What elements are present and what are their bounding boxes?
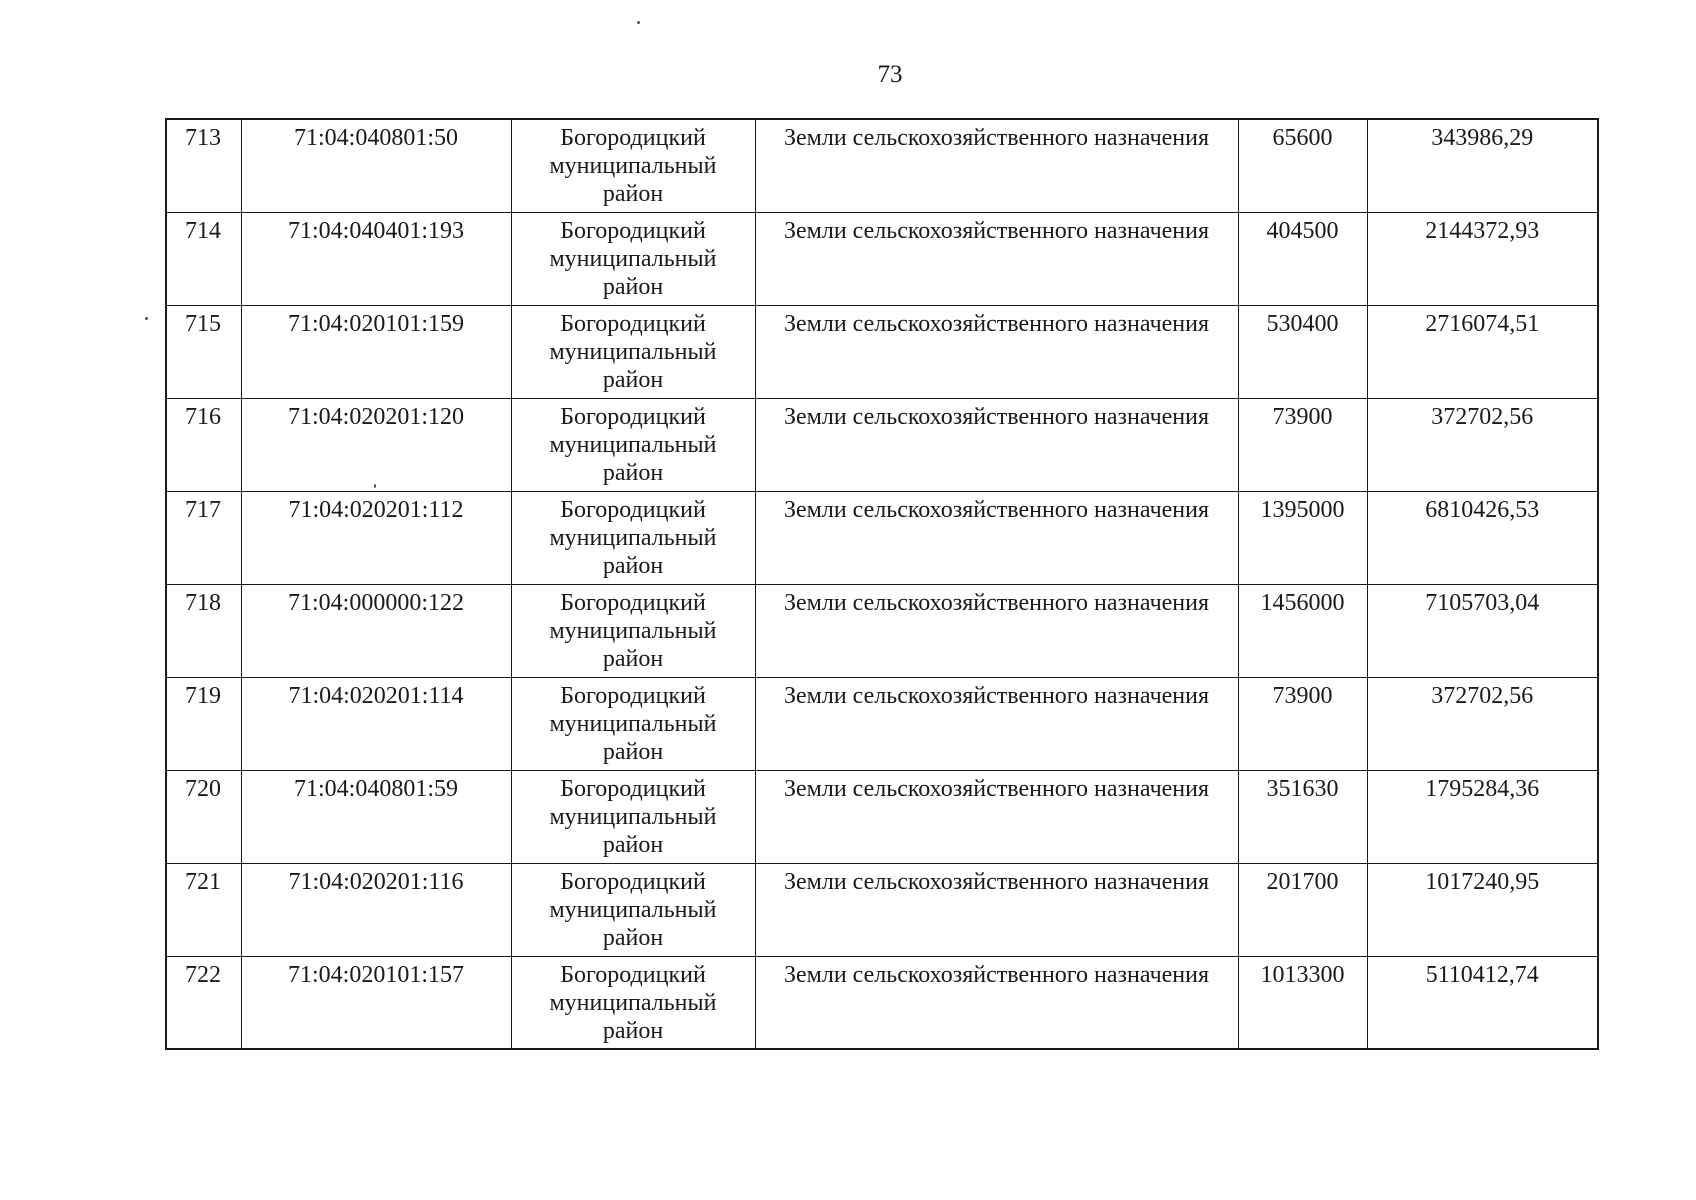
cadastral-number-cell: 71:04:020201:120	[241, 398, 511, 491]
area-cell: 1395000	[1238, 491, 1367, 584]
row-number-cell: 721	[166, 863, 241, 956]
area-cell: 530400	[1238, 305, 1367, 398]
row-number-cell: 716	[166, 398, 241, 491]
district-line: район	[602, 552, 664, 579]
district-line: муниципальный	[549, 803, 717, 830]
land-category-cell: Земли сельскохозяйственного назначения	[755, 584, 1238, 677]
table-row	[166, 398, 1598, 491]
table-row	[166, 119, 1598, 212]
cadastral-number-cell: 71:04:020201:114	[241, 677, 511, 770]
land-category-cell: Земли сельскохозяйственного назначения	[755, 305, 1238, 398]
land-category-cell: Земли сельскохозяйственного назначения	[755, 119, 1238, 212]
district-line: район	[602, 181, 664, 207]
row-number-cell: 722	[166, 956, 241, 1049]
district-line: муниципальный	[549, 989, 717, 1016]
district-line: муниципальный	[549, 245, 717, 272]
table-row	[166, 212, 1598, 305]
table-row	[166, 770, 1598, 863]
row-number-cell: 717	[166, 491, 241, 584]
cadastral-value-cell: 343986,29	[1367, 119, 1598, 212]
district-line: район	[602, 273, 664, 300]
district-cell	[511, 212, 755, 305]
table-row	[166, 956, 1598, 1049]
district-line: муниципальный	[549, 524, 717, 551]
row-number-cell: 714	[166, 212, 241, 305]
district-line: муниципальный	[549, 431, 717, 458]
cadastral-number-cell: 71:04:020101:157	[241, 956, 511, 1049]
district-line: Богородицкий	[560, 961, 706, 988]
cadastral-value-cell: 2144372,93	[1367, 212, 1598, 305]
district-line: Богородицкий	[560, 217, 706, 244]
district-cell	[511, 584, 755, 677]
cadastral-value-cell: 372702,56	[1367, 398, 1598, 491]
cadastral-number-cell: 71:04:020201:112	[241, 491, 511, 584]
cadastral-number-cell: 71:04:000000:122	[241, 584, 511, 677]
area-cell: 73900	[1238, 398, 1367, 491]
district-cell	[511, 491, 755, 584]
cadastral-value-cell: 372702,56	[1367, 677, 1598, 770]
table-row	[166, 491, 1598, 584]
district-line: район	[602, 366, 664, 393]
cadastral-number-cell: 71:04:040801:50	[241, 119, 511, 212]
district-line: Богородицкий	[560, 682, 706, 709]
district-line: Богородицкий	[560, 403, 706, 430]
district-line: район	[602, 459, 664, 486]
cadastral-value-cell: 2716074,51	[1367, 305, 1598, 398]
table-row	[166, 584, 1598, 677]
area-cell: 351630	[1238, 770, 1367, 863]
cadastral-value-cell: 1795284,36	[1367, 770, 1598, 863]
row-number-cell: 720	[166, 770, 241, 863]
cadastral-value-cell: 6810426,53	[1367, 491, 1598, 584]
area-cell: 1013300	[1238, 956, 1367, 1049]
scan-speck	[637, 21, 640, 24]
area-cell: 73900	[1238, 677, 1367, 770]
table-row	[166, 677, 1598, 770]
district-cell	[511, 305, 755, 398]
district-line: район	[602, 738, 664, 765]
land-category-cell: Земли сельскохозяйственного назначения	[755, 770, 1238, 863]
land-category-cell: Земли сельскохозяйственного назначения	[755, 863, 1238, 956]
district-line: район	[602, 831, 664, 858]
table-row	[166, 863, 1598, 956]
area-cell: 65600	[1238, 119, 1367, 212]
district-line: Богородицкий	[560, 775, 706, 802]
land-category-cell: Земли сельскохозяйственного назначения	[755, 677, 1238, 770]
row-number-cell: 718	[166, 584, 241, 677]
district-line: район	[602, 645, 664, 672]
district-line: район	[602, 924, 664, 951]
district-line: Богородицкий	[560, 310, 706, 337]
land-category-cell: Земли сельскохозяйственного назначения	[755, 398, 1238, 491]
row-number-cell: 715	[166, 305, 241, 398]
cadastral-number-cell: 71:04:040401:193	[241, 212, 511, 305]
table-row	[166, 305, 1598, 398]
cadastral-number-cell: 71:04:020201:116	[241, 863, 511, 956]
row-number-cell: 713	[166, 119, 241, 212]
district-cell	[511, 677, 755, 770]
cadastral-value-cell: 7105703,04	[1367, 584, 1598, 677]
scan-speck	[145, 317, 148, 320]
area-cell: 201700	[1238, 863, 1367, 956]
district-line: муниципальный	[549, 710, 717, 737]
district-line: Богородицкий	[560, 868, 706, 895]
district-line: муниципальный	[549, 896, 717, 923]
area-cell: 404500	[1238, 212, 1367, 305]
district-line: муниципальный	[549, 617, 717, 644]
row-number-cell: 719	[166, 677, 241, 770]
page-number: 73	[877, 61, 903, 88]
district-line: район	[602, 1017, 664, 1044]
district-line: Богородицкий	[560, 589, 706, 616]
district-cell	[511, 398, 755, 491]
district-cell	[511, 863, 755, 956]
district-line: Богородицкий	[560, 496, 706, 523]
area-cell: 1456000	[1238, 584, 1367, 677]
cadastral-value-cell: 5110412,74	[1367, 956, 1598, 1049]
cadastral-value-cell: 1017240,95	[1367, 863, 1598, 956]
district-cell	[511, 119, 755, 212]
cadastral-number-cell: 71:04:020101:159	[241, 305, 511, 398]
district-line: муниципальный	[549, 338, 717, 365]
cadastral-number-cell: 71:04:040801:59	[241, 770, 511, 863]
district-line: муниципальный	[549, 153, 717, 179]
district-cell	[511, 956, 755, 1049]
land-category-cell: Земли сельскохозяйственного назначения	[755, 956, 1238, 1049]
land-plots-table	[165, 118, 1599, 1050]
district-line: Богородицкий	[560, 125, 706, 151]
land-category-cell: Земли сельскохозяйственного назначения	[755, 212, 1238, 305]
table-body	[166, 119, 1598, 1049]
district-cell	[511, 770, 755, 863]
land-category-cell: Земли сельскохозяйственного назначения	[755, 491, 1238, 584]
